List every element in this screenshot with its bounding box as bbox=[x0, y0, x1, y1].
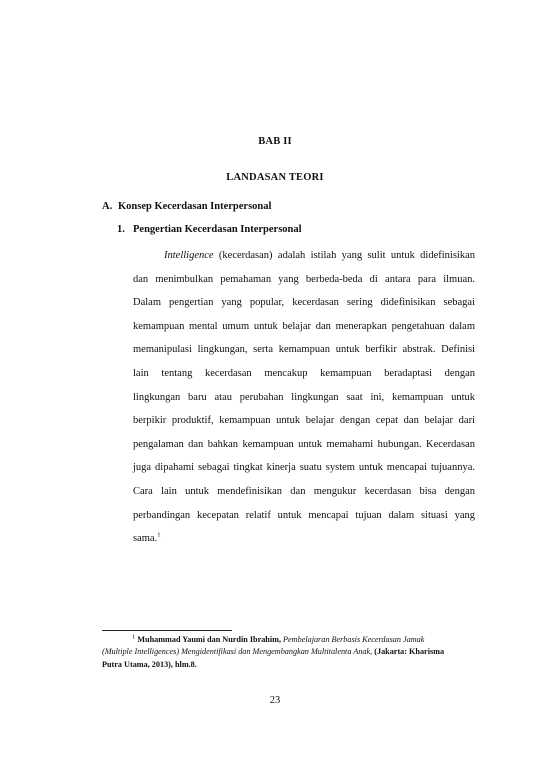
footnote-publisher-1: (Jakarta: Kharisma bbox=[374, 647, 445, 657]
paragraph-line: Dalam pengertian yang popular, kecerdasan sering didefinisikan sebagai bbox=[133, 297, 475, 309]
footnote-author: Muhammad Yaumi dan Nurdin Ibrahim, bbox=[137, 635, 281, 644]
term-intelligence: Intelligence bbox=[164, 250, 214, 261]
subsection-title: Pengertian Kecerdasan Interpersonal bbox=[133, 224, 302, 235]
paragraph-line: pengalaman dan bahkan kemampuan untuk memahami hubungan. Kecerdasan bbox=[133, 438, 475, 450]
subsection-heading bbox=[117, 224, 302, 235]
section-marker: A. bbox=[102, 201, 113, 212]
section-heading bbox=[102, 201, 271, 212]
footnote-reference[interactable]: 1 bbox=[157, 531, 161, 539]
paragraph-line: kemampuan mental umum untuk belajar dan menerapkan pengetahuan dalam bbox=[133, 320, 475, 332]
page-number: 23 bbox=[269, 695, 281, 706]
footnote-line-2 bbox=[102, 646, 474, 658]
body-paragraph bbox=[133, 244, 475, 551]
chapter-title: LANDASAN TEORI bbox=[226, 172, 324, 183]
footnote-title-2: (Multiple Intelligences) Mengidentifikasi dan Mengembangkan Multitalenta Anak, bbox=[102, 647, 373, 657]
paragraph-line: lingkungan baru atau perubahan lingkungan saat ini, kemampuan untuk bbox=[133, 391, 475, 403]
paragraph-line: Cara lain untuk mendefinisikan dan mengukur kecerdasan bisa dengan bbox=[133, 485, 475, 497]
chapter-number: BAB II bbox=[258, 136, 292, 147]
footnote-publisher-2: Putra Utama, 2013), hlm.8. bbox=[102, 659, 197, 669]
paragraph-line: sama.$^1$ bbox=[133, 531, 161, 545]
paragraph-line: dan menimbulkan pemahaman yang berbeda-beda di antara para ilmuan. bbox=[133, 273, 475, 285]
footnote-divider bbox=[102, 630, 232, 631]
paragraph-line: Intelligence (kecerdasan) adalah istilah yang sulit untuk didefinisikan bbox=[164, 250, 475, 261]
paragraph-line: berpikir produktif, kemampuan untuk belajar dengan cepat dan belajar dari bbox=[133, 415, 475, 427]
section-title: Konsep Kecerdasan Interpersonal bbox=[118, 201, 272, 212]
paragraph-line: lain tentang kecerdasan mencakup kemampuan beradaptasi dengan bbox=[133, 367, 475, 379]
subsection-marker: 1. bbox=[117, 224, 125, 235]
paragraph-line: perbandingan kecepatan relatif untuk mencapai tujuan dalam situasi yang bbox=[133, 509, 475, 521]
footnote-number: 1 bbox=[132, 633, 136, 641]
paragraph-line: memanipulasi lingkungan, serta kemampuan untuk berfikir abstrak. Definisi bbox=[133, 344, 475, 356]
footnote bbox=[102, 634, 474, 671]
footnote-line-1 bbox=[102, 634, 474, 646]
footnote-title-1: Pembelajaran Berbasis Kecerdasan Jamak bbox=[283, 635, 425, 644]
paragraph-line: juga dipahami sebagai tingkat kinerja suatu system untuk mencapai tujuannya. bbox=[133, 462, 475, 474]
